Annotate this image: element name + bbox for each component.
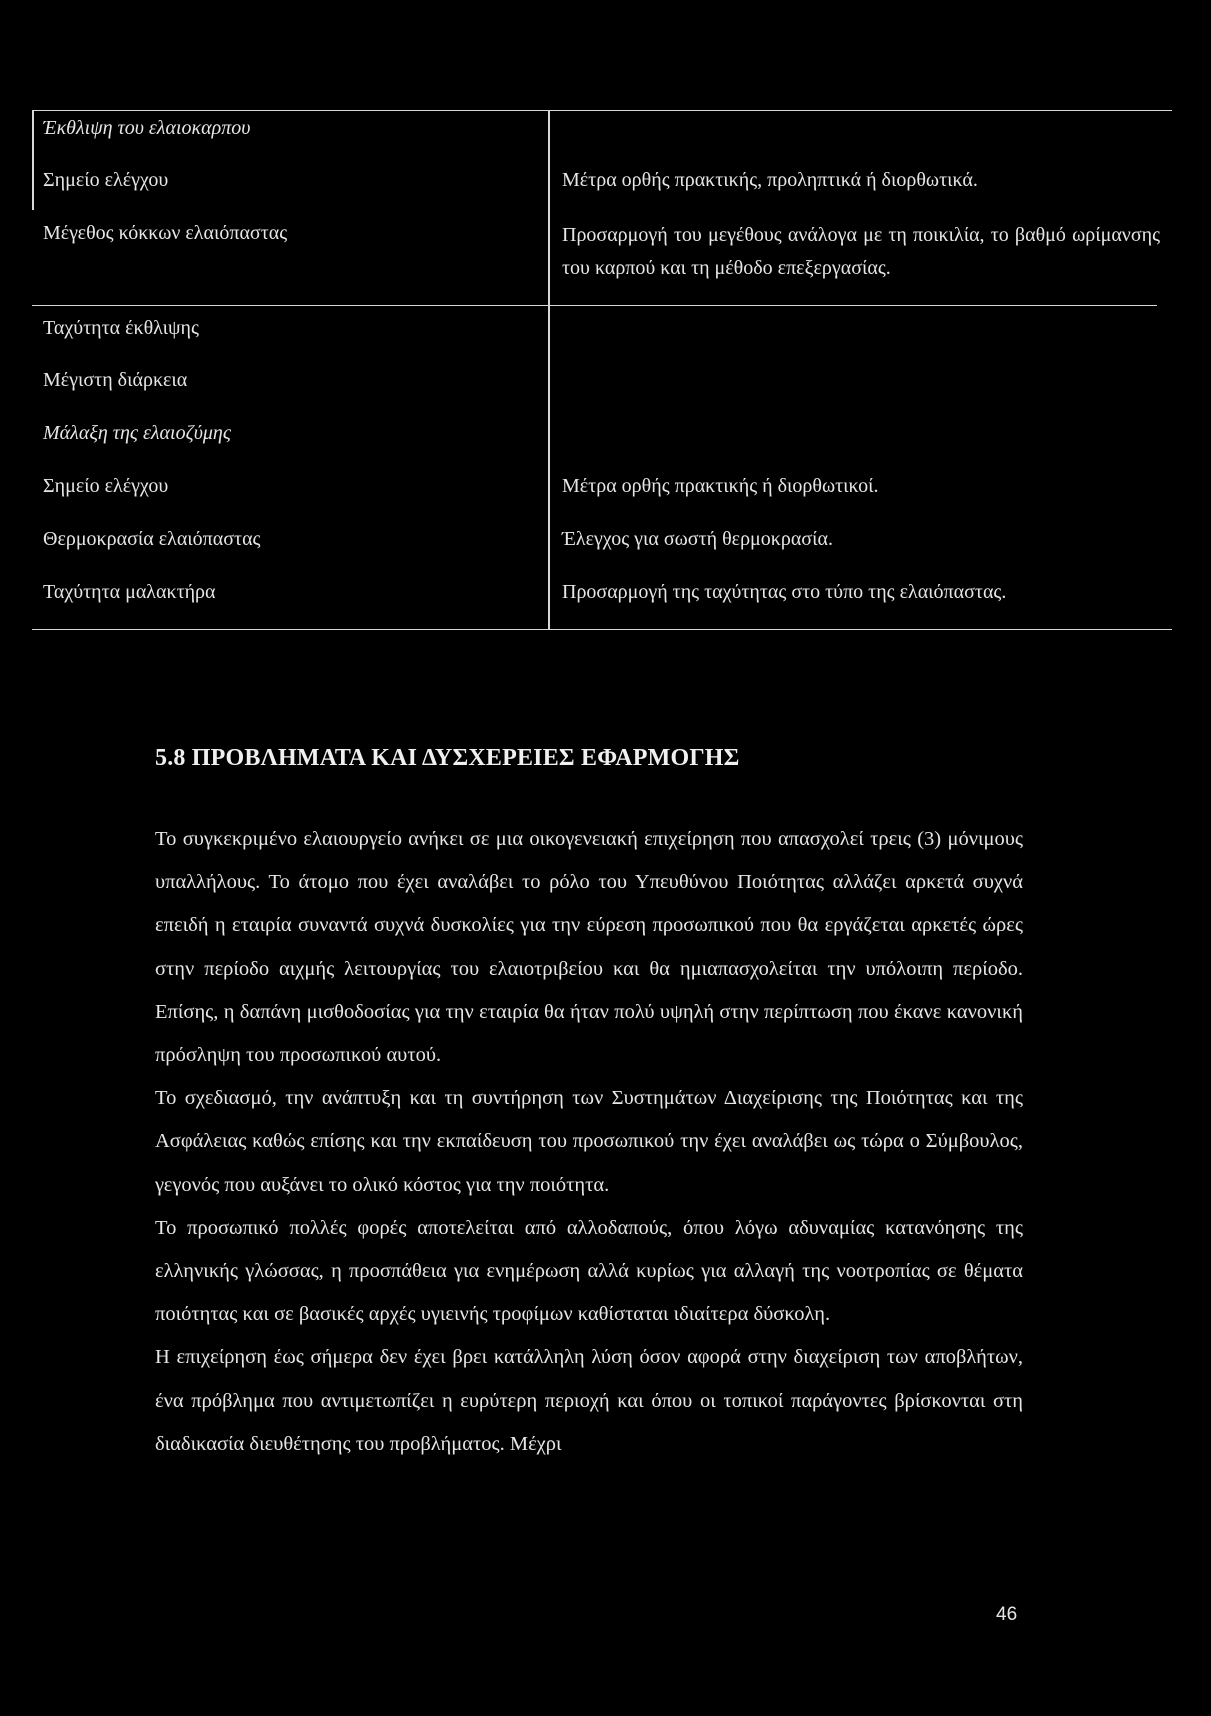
table-row-value: Προσαρμογή της ταχύτητας στο τύπο της ελαιόπαστας. [562,581,1007,603]
table-row-value: Μέτρα ορθής πρακτικής ή διορθωτικοί. [562,475,879,497]
section-heading: 5.8 ΠΡΟΒΛΗΜΑΤΑ ΚΑΙ ΔΥΣΧΕΡΕΙΕΣ ΕΦΑΡΜΟΓΗΣ [155,745,740,771]
table-row-label: Ταχύτητα μαλακτήρα [43,581,216,603]
table-bottom-rule [32,629,1172,630]
table-row-value: Προσαρμογή του μεγέθους ανάλογα με τη ποικιλία, το βαθμό ωρίμανσης του καρπού και τη μέθοδο επεξεργασίας. [562,224,1160,279]
table-row-label: Μέγιστη διάρκεια [43,369,188,391]
paragraph: Το συγκεκριμένο ελαιουργείο ανήκει σε μια οικογενειακή επιχείρηση που απασχολεί τρεις (3) μόνιμους υπαλλήλους. Το άτομο που έχει αναλάβει το ρόλο του Υπευθύνου Ποιότητας αλλάζει αρκετά συχνά επειδή η εταιρία συναντά συχνά δυσκολίες για την εύρεση προσωπικού που θα εργάζεται αρκετές ώρες στην περίοδο αιχμής λειτουργίας του ελαιοτριβείου και θα ημιαπασχολείται την υπόλοιπη περίοδο. Επίσης, η δαπάνη μισθοδοσίας για την εταιρία θα ήταν πολύ υψηλή στην περίπτωση που έκανε κανονική πρόσληψη του προσωπικού αυτού. [155,828,1023,1067]
table-row-label: Σημείο ελέγχου [43,169,169,191]
section-body [155,818,1023,1466]
table-left-rule [32,110,34,210]
table-row-label: Θερμοκρασία ελαιόπαστας [43,528,261,550]
table-row-value: Έλεγχος για σωστή θερμοκρασία. [562,528,833,550]
paragraph: Το σχεδιασμό, την ανάπτυξη και τη συντήρηση των Συστημάτων Διαχείρισης της Ποιότητας και της Ασφάλειας καθώς επίσης και την εκπαίδευση του προσωπικού την έχει αναλάβει ως τώρα ο Σύμβουλος, γεγονός που αυξάνει το ολικό κόστος για την ποιότητα. [155,1087,1023,1196]
table-top-rule [32,110,1172,111]
table-row-label: Ταχύτητα έκθλιψης [43,317,199,339]
paragraph: Το προσωπικό πολλές φορές αποτελείται από αλλοδαπούς, όπου λόγω αδυναμίας κατανόησης της ελληνικής γλώσσας, η προσπάθεια για ενημέρωση αλλά κυρίως για αλλαγή της νοοτροπίας σε θέματα ποιότητας και σε βασικές αρχές υγιεινής τροφίμων καθίσταται ιδιαίτερα δύσκολη. [155,1216,1023,1326]
page-number: 46 [996,1604,1018,1625]
table-row-label: Έκθλιψη του ελαιοκαρπου [43,117,251,139]
paragraph: Η επιχείρηση έως σήμερα δεν έχει βρει κατάλληλη λύση όσον αφορά στην διαχείριση των αποβλήτων, ένα πρόβλημα που αντιμετωπίζει η ευρύτερη περιοχή και όπου οι τοπικοί παράγοντες βρίσκονται στη διαδικασία διευθέτησης του προβλήματος. Μέχρι [155,1346,1023,1455]
table-middle-rule [32,305,1157,306]
table-row-label: Σημείο ελέγχου [43,475,169,497]
table-row-label: Μέγεθος κόκκων ελαιόπαστας [43,222,288,244]
table-column-divider [548,110,550,630]
table-row-value: Μέτρα ορθής πρακτικής, προληπτικά ή διορθωτικά. [562,169,978,191]
table-row-label: Μάλαξη της ελαιοζύμης [43,422,231,444]
control-points-table [32,110,1172,630]
